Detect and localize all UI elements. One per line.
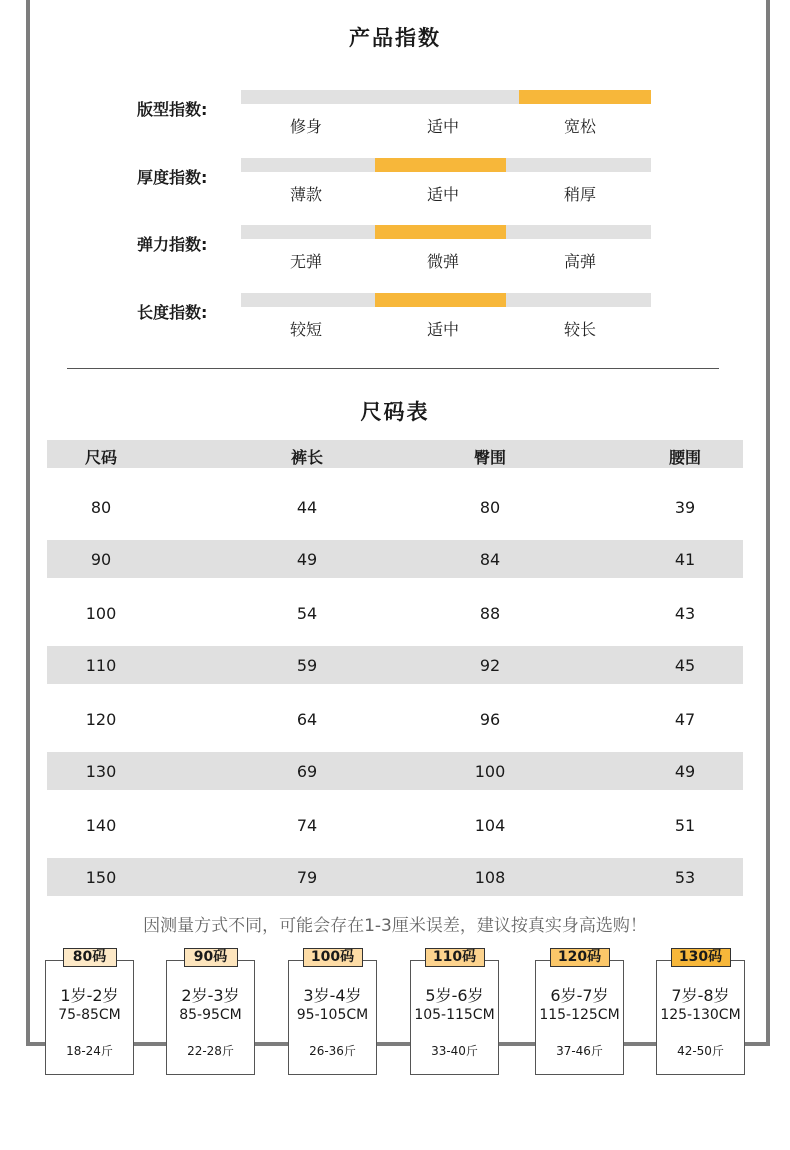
size-tag: 110码 xyxy=(425,948,485,967)
size-tag: 100码 xyxy=(303,948,363,967)
table-cell: 104 xyxy=(474,816,506,835)
table-cell: 51 xyxy=(674,816,696,835)
weight-range: 22-28斤 xyxy=(187,1044,234,1058)
height-range: 75-85CM xyxy=(58,1007,121,1023)
table-cell: 47 xyxy=(674,710,696,729)
table-cell: 74 xyxy=(296,816,318,835)
index-option: 宽松 xyxy=(563,117,596,136)
height-range: 125-130CM xyxy=(660,1007,741,1023)
age-range: 5岁-6岁 xyxy=(425,986,484,1005)
table-cell: 96 xyxy=(479,710,501,729)
weight-range: 26-36斤 xyxy=(309,1044,356,1058)
height-range: 105-115CM xyxy=(414,1007,495,1023)
table-cell: 43 xyxy=(674,604,696,623)
age-card xyxy=(656,960,745,1075)
index-option: 适中 xyxy=(426,117,459,136)
index-option: 微弹 xyxy=(426,252,459,271)
age-card xyxy=(45,960,134,1075)
size-tag: 120码 xyxy=(550,948,610,967)
size-tag: 130码 xyxy=(671,948,731,967)
table-header-cell: 臀围 xyxy=(473,448,506,467)
index-track xyxy=(241,293,651,307)
age-range: 1岁-2岁 xyxy=(60,986,119,1005)
weight-range: 42-50斤 xyxy=(677,1044,724,1058)
table-cell: 80 xyxy=(90,498,112,517)
weight-range: 37-46斤 xyxy=(556,1044,603,1058)
size-tag: 90码 xyxy=(184,948,238,967)
table-cell: 44 xyxy=(296,498,318,517)
table-cell: 140 xyxy=(85,816,117,835)
index-option: 较长 xyxy=(563,319,596,339)
table-header-row xyxy=(47,440,743,468)
table-cell: 92 xyxy=(479,656,501,675)
age-range: 3岁-4岁 xyxy=(303,986,362,1005)
index-option: 薄款 xyxy=(289,184,322,204)
section-divider xyxy=(67,368,719,369)
weight-range: 18-24斤 xyxy=(66,1044,113,1058)
index-fill xyxy=(375,158,506,172)
table-header-cell: 尺码 xyxy=(84,448,117,467)
index-label: 弹力指数: xyxy=(137,235,208,254)
index-track xyxy=(241,158,651,172)
table-cell: 41 xyxy=(674,550,696,569)
table-cell: 53 xyxy=(674,868,696,887)
index-option: 适中 xyxy=(426,184,459,204)
table-cell: 150 xyxy=(85,868,117,887)
index-fill xyxy=(375,293,506,307)
table-row xyxy=(47,487,743,527)
table-row xyxy=(47,593,743,633)
table-cell: 64 xyxy=(296,710,318,729)
table-cell: 130 xyxy=(85,762,117,781)
index-option: 无弹 xyxy=(289,252,322,271)
size-tag: 80码 xyxy=(63,948,117,967)
index-option: 稍厚 xyxy=(563,184,596,204)
size-chart-title: 尺码表 xyxy=(360,400,430,424)
age-card xyxy=(535,960,624,1075)
table-cell: 39 xyxy=(674,498,696,517)
table-row xyxy=(47,646,743,684)
table-cell: 110 xyxy=(85,656,117,675)
height-range: 115-125CM xyxy=(539,1007,620,1023)
measurement-note: 因测量方式不同，可能会存在1-3厘米误差，建议按真实身高选购！ xyxy=(143,916,647,936)
table-cell: 90 xyxy=(90,550,112,569)
index-label: 厚度指数: xyxy=(137,167,208,187)
height-range: 85-95CM xyxy=(179,1007,242,1023)
index-label: 长度指数: xyxy=(137,302,208,322)
table-row xyxy=(47,540,743,578)
index-fill xyxy=(519,90,651,104)
age-range: 2岁-3岁 xyxy=(181,986,240,1005)
table-cell: 45 xyxy=(674,656,696,675)
age-range: 7岁-8岁 xyxy=(671,986,730,1005)
table-row xyxy=(47,858,743,896)
age-card xyxy=(288,960,377,1075)
index-fill xyxy=(375,225,506,239)
table-cell: 84 xyxy=(479,550,501,569)
index-option: 修身 xyxy=(289,117,322,136)
index-label: 版型指数: xyxy=(137,100,208,119)
table-cell: 100 xyxy=(85,604,117,623)
index-track xyxy=(241,90,651,104)
weight-range: 33-40斤 xyxy=(431,1044,478,1058)
table-header-cell: 腰围 xyxy=(668,448,701,467)
table-cell: 100 xyxy=(474,762,506,781)
table-header-cell: 裤长 xyxy=(290,448,323,467)
table-cell: 54 xyxy=(296,604,318,623)
table-cell: 108 xyxy=(474,868,506,887)
product-index-title: 产品指数 xyxy=(349,26,441,50)
table-cell: 88 xyxy=(479,604,501,623)
age-range: 6岁-7岁 xyxy=(550,986,609,1005)
index-option: 高弹 xyxy=(563,252,596,271)
table-cell: 80 xyxy=(479,498,501,517)
table-cell: 120 xyxy=(85,710,117,729)
table-cell: 69 xyxy=(296,762,318,781)
index-track xyxy=(241,225,651,239)
table-row xyxy=(47,752,743,790)
index-option: 较短 xyxy=(289,319,322,339)
table-cell: 79 xyxy=(296,868,318,887)
table-row xyxy=(47,805,743,845)
table-row xyxy=(47,699,743,739)
index-option: 适中 xyxy=(426,319,459,339)
height-range: 95-105CM xyxy=(296,1007,369,1023)
age-card xyxy=(166,960,255,1075)
table-cell: 59 xyxy=(296,656,318,675)
table-cell: 49 xyxy=(674,762,696,781)
age-card xyxy=(410,960,499,1075)
table-cell: 49 xyxy=(296,550,318,569)
